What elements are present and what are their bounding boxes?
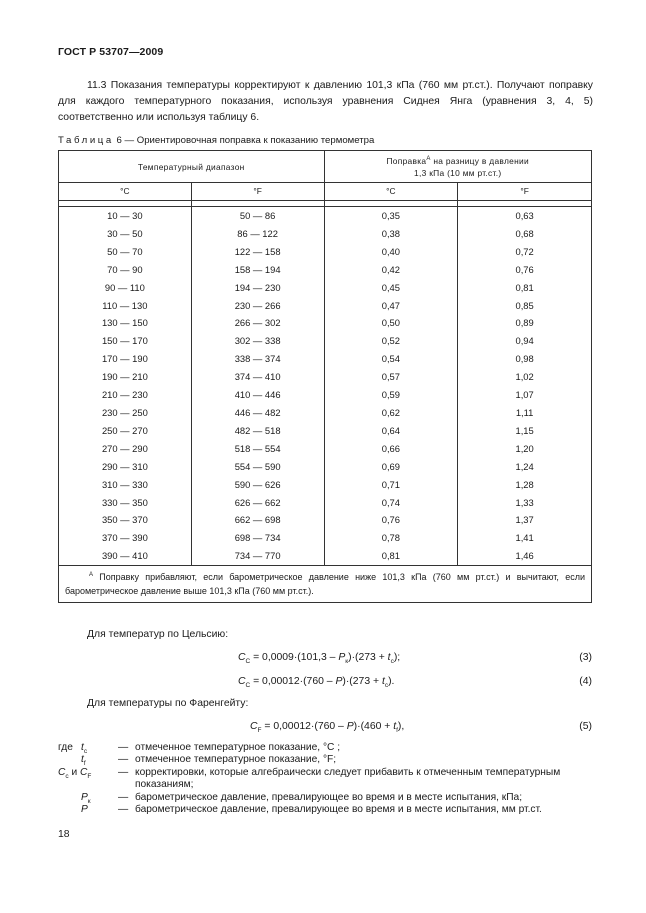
eq3-t: t bbox=[387, 652, 391, 663]
cell-cc: 0,45 bbox=[324, 279, 458, 297]
cell-cc: 0,62 bbox=[324, 404, 458, 422]
cell-c: 90 — 110 bbox=[59, 279, 192, 297]
cell-c: 70 — 90 bbox=[59, 261, 192, 279]
where-word: где bbox=[58, 742, 73, 753]
cell-cc: 0,40 bbox=[324, 243, 458, 261]
definition-pk bbox=[58, 792, 598, 804]
symbol-cc-letter: C bbox=[58, 766, 66, 778]
subheader-celsius-range: °С bbox=[59, 183, 192, 201]
document-header: ГОСТ Р 53707—2009 bbox=[58, 46, 164, 58]
cell-cc: 0,64 bbox=[324, 422, 458, 440]
cell-f: 734 — 770 bbox=[191, 547, 324, 565]
table-subheader-row bbox=[59, 183, 592, 201]
table-row bbox=[59, 261, 592, 279]
cell-cf: 1,02 bbox=[458, 368, 592, 386]
cell-f: 554 — 590 bbox=[191, 458, 324, 476]
cell-f: 266 — 302 bbox=[191, 314, 324, 332]
cell-cf: 1,11 bbox=[458, 404, 592, 422]
eq3-part-a: = 0,0009·(101,3 – bbox=[250, 652, 339, 663]
symbol-p bbox=[81, 804, 88, 816]
cell-cf: 1,41 bbox=[458, 529, 592, 547]
cell-c: 370 — 390 bbox=[59, 529, 192, 547]
cell-cf: 1,15 bbox=[458, 422, 592, 440]
cell-f: 194 — 230 bbox=[191, 279, 324, 297]
eq5-p: P bbox=[346, 721, 354, 732]
eq4-part-a: = 0,00012·(760 – bbox=[250, 676, 336, 687]
cell-c: 190 — 210 bbox=[59, 368, 192, 386]
cell-cf: 0,72 bbox=[458, 243, 592, 261]
table-row bbox=[59, 386, 592, 404]
header-correction-c: 1,3 кПа (10 мм рт.ст.) bbox=[414, 167, 502, 178]
cell-cf: 1,24 bbox=[458, 458, 592, 476]
cell-c: 150 — 170 bbox=[59, 332, 192, 350]
table-row bbox=[59, 511, 592, 529]
symbol-pk bbox=[81, 792, 91, 804]
cell-f: 50 — 86 bbox=[191, 207, 324, 225]
cell-c: 230 — 250 bbox=[59, 404, 192, 422]
cell-f: 626 — 662 bbox=[191, 494, 324, 512]
equation-3 bbox=[238, 652, 401, 666]
cell-cc: 0,57 bbox=[324, 368, 458, 386]
symbol-tf-sub: f bbox=[83, 760, 86, 768]
cell-cf: 0,63 bbox=[458, 207, 592, 225]
table-caption bbox=[58, 135, 374, 146]
symbol-pk-sub: к bbox=[87, 797, 91, 805]
correction-table bbox=[58, 150, 592, 603]
eq4-t: t bbox=[381, 676, 385, 687]
table-row bbox=[59, 314, 592, 332]
table-row bbox=[59, 297, 592, 315]
cell-cc: 0,50 bbox=[324, 314, 458, 332]
cell-f: 158 — 194 bbox=[191, 261, 324, 279]
table-row bbox=[59, 207, 592, 225]
eq3-p: P bbox=[338, 652, 346, 663]
table-row bbox=[59, 494, 592, 512]
table-row bbox=[59, 476, 592, 494]
symbol-and: и bbox=[68, 766, 80, 778]
table-row bbox=[59, 243, 592, 261]
cell-cc: 0,71 bbox=[324, 476, 458, 494]
cell-cc: 0,69 bbox=[324, 458, 458, 476]
eq5-lhs-sub: F bbox=[257, 727, 262, 735]
definition-p-text: барометрическое давление, превалирующее во время и в месте испытания, мм рт.ст. bbox=[135, 803, 542, 815]
cell-c: 390 — 410 bbox=[59, 547, 192, 565]
cell-f: 122 — 158 bbox=[191, 243, 324, 261]
symbol-p-letter: P bbox=[81, 803, 88, 815]
table-row bbox=[59, 332, 592, 350]
cell-cf: 1,28 bbox=[458, 476, 592, 494]
cell-cc: 0,74 bbox=[324, 494, 458, 512]
table-row bbox=[59, 279, 592, 297]
table-note-row bbox=[59, 566, 592, 603]
symbol-pk-letter: P bbox=[81, 791, 88, 803]
cell-c: 30 — 50 bbox=[59, 225, 192, 243]
note-mark: А bbox=[89, 572, 94, 579]
table-row bbox=[59, 368, 592, 386]
table-row bbox=[59, 458, 592, 476]
eq4-part-c: ). bbox=[388, 676, 395, 687]
cell-cf: 0,89 bbox=[458, 314, 592, 332]
equation-3-number: (3) bbox=[579, 652, 592, 663]
celsius-intro: Для температур по Цельсию: bbox=[87, 629, 229, 640]
cell-cc: 0,54 bbox=[324, 350, 458, 368]
cell-cc: 0,35 bbox=[324, 207, 458, 225]
cell-cf: 0,98 bbox=[458, 350, 592, 368]
definition-cc-cf bbox=[58, 767, 598, 779]
subheader-celsius-corr: °С bbox=[324, 183, 458, 201]
cell-cf: 0,81 bbox=[458, 279, 592, 297]
definition-tf-text: отмеченное температурное показание, °F; bbox=[135, 754, 337, 766]
cell-c: 290 — 310 bbox=[59, 458, 192, 476]
cell-c: 50 — 70 bbox=[59, 243, 192, 261]
cell-cc: 0,42 bbox=[324, 261, 458, 279]
header-correction-b: на разницу в давлении bbox=[433, 155, 530, 166]
eq4-p: P bbox=[335, 676, 343, 687]
cell-cf: 0,76 bbox=[458, 261, 592, 279]
page-number: 18 bbox=[58, 829, 70, 840]
cell-c: 170 — 190 bbox=[59, 350, 192, 368]
variable-definitions bbox=[58, 742, 598, 816]
cell-c: 350 — 370 bbox=[59, 511, 192, 529]
definition-pk-text: барометрическое давление, превалирующее во время и в месте испытания, кПа; bbox=[135, 791, 523, 803]
cell-c: 130 — 150 bbox=[59, 314, 192, 332]
symbol-tc bbox=[81, 742, 87, 754]
equation-4-number: (4) bbox=[579, 676, 592, 687]
symbol-tf-letter: t bbox=[81, 754, 84, 766]
equation-5-number: (5) bbox=[579, 721, 592, 732]
eq3-part-b: )·(273 + bbox=[348, 652, 388, 663]
cell-cc: 0,66 bbox=[324, 440, 458, 458]
cell-f: 590 — 626 bbox=[191, 476, 324, 494]
note-line-2: если барометрическое давление выше 101,3 кПа (760 мм рт.ст.). bbox=[65, 572, 585, 597]
symbol-cf-sub: F bbox=[87, 772, 92, 780]
eq3-p-sub: к bbox=[345, 658, 349, 666]
cell-cf: 1,33 bbox=[458, 494, 592, 512]
cell-c: 210 — 230 bbox=[59, 386, 192, 404]
cell-cf: 0,68 bbox=[458, 225, 592, 243]
eq4-lhs-sub: C bbox=[245, 682, 251, 690]
eq3-lhs: C bbox=[238, 652, 246, 663]
eq4-lhs: C bbox=[238, 676, 246, 687]
header-temperature-range: Температурный диапазон bbox=[59, 151, 325, 183]
symbol-cc-sub: c bbox=[65, 772, 69, 780]
cell-cf: 0,94 bbox=[458, 332, 592, 350]
definition-cc-text-2: показаниям; bbox=[135, 779, 194, 791]
cell-f: 374 — 410 bbox=[191, 368, 324, 386]
eq5-lhs: C bbox=[250, 721, 258, 732]
note-line-1: Поправку прибавляют, если барометрическое давление ниже 101,3 кПа (760 мм рт.ст.) и вычитают, bbox=[99, 572, 559, 583]
table-row bbox=[59, 529, 592, 547]
eq5-t: t bbox=[393, 721, 397, 732]
subheader-fahrenheit-corr: °F bbox=[458, 183, 592, 201]
dash: — bbox=[118, 742, 129, 753]
eq3-lhs-sub: C bbox=[245, 658, 251, 666]
cell-cf: 1,37 bbox=[458, 511, 592, 529]
symbol-cf-letter: C bbox=[79, 766, 88, 778]
cell-c: 250 — 270 bbox=[59, 422, 192, 440]
cell-cc: 0,81 bbox=[324, 547, 458, 565]
cell-f: 410 — 446 bbox=[191, 386, 324, 404]
eq5-t-sub: f bbox=[396, 727, 398, 735]
cell-c: 110 — 130 bbox=[59, 297, 192, 315]
symbol-cc-cf bbox=[58, 767, 91, 779]
table-note bbox=[59, 566, 592, 603]
dash: — bbox=[118, 803, 129, 815]
definition-tf bbox=[58, 754, 598, 766]
subheader-fahrenheit-range: °F bbox=[191, 183, 324, 201]
definition-cc-cf-cont bbox=[58, 779, 598, 791]
eq5-part-a: = 0,00012·(760 – bbox=[261, 721, 347, 732]
cell-c: 10 — 30 bbox=[59, 207, 192, 225]
definition-cc-text-1: корректировки, которые алгебраически следует прибавить к отмеченным температурным bbox=[135, 766, 561, 778]
header-correction bbox=[324, 151, 592, 183]
table-row bbox=[59, 225, 592, 243]
cell-cc: 0,52 bbox=[324, 332, 458, 350]
cell-cc: 0,47 bbox=[324, 297, 458, 315]
cell-c: 270 — 290 bbox=[59, 440, 192, 458]
cell-f: 338 — 374 bbox=[191, 350, 324, 368]
fahrenheit-intro: Для температуры по Фаренгейту: bbox=[87, 698, 249, 709]
table-caption-word: Таблица bbox=[58, 135, 114, 146]
paragraph-11-3: 11.3 Показания температуры корректируют к давлению 101,3 кПа (760 мм рт.ст.). Получают поправку для каждого температурного показания, используя уравнения Сиднея Янга (уравнения 3, 4, 5) соответственно или используя таблицу 6. bbox=[58, 80, 593, 123]
table-row bbox=[59, 350, 592, 368]
cell-f: 662 — 698 bbox=[191, 511, 324, 529]
eq3-part-c: ); bbox=[393, 652, 401, 663]
cell-cf: 1,46 bbox=[458, 547, 592, 565]
symbol-tf bbox=[81, 754, 86, 766]
eq5-part-b: )·(460 + bbox=[353, 721, 394, 732]
dash: — bbox=[118, 766, 129, 778]
cell-f: 302 — 338 bbox=[191, 332, 324, 350]
equation-4 bbox=[238, 676, 395, 690]
cell-f: 230 — 266 bbox=[191, 297, 324, 315]
cell-c: 330 — 350 bbox=[59, 494, 192, 512]
eq5-part-c: ), bbox=[397, 721, 405, 732]
footnote-mark-a: А bbox=[426, 155, 431, 162]
eq4-part-b: )·(273 + bbox=[342, 676, 382, 687]
cell-f: 482 — 518 bbox=[191, 422, 324, 440]
cell-f: 698 — 734 bbox=[191, 529, 324, 547]
eq3-t-sub: c bbox=[390, 658, 394, 666]
definition-tc-text: отмеченное температурное показание, °С ; bbox=[135, 742, 341, 753]
cell-f: 518 — 554 bbox=[191, 440, 324, 458]
cell-cf: 1,20 bbox=[458, 440, 592, 458]
cell-cc: 0,59 bbox=[324, 386, 458, 404]
cell-cf: 0,85 bbox=[458, 297, 592, 315]
table-row bbox=[59, 422, 592, 440]
dash: — bbox=[118, 754, 129, 766]
table-row bbox=[59, 404, 592, 422]
table-caption-text: 6 — Ориентировочная поправка к показанию термометра bbox=[116, 135, 375, 146]
cell-cc: 0,78 bbox=[324, 529, 458, 547]
definition-tc bbox=[58, 742, 598, 754]
definition-p bbox=[58, 804, 598, 816]
cell-cc: 0,76 bbox=[324, 511, 458, 529]
symbol-tc-sub: c bbox=[83, 748, 88, 756]
cell-cc: 0,38 bbox=[324, 225, 458, 243]
symbol-tc-letter: t bbox=[81, 742, 84, 753]
cell-f: 86 — 122 bbox=[191, 225, 324, 243]
dash: — bbox=[118, 791, 129, 803]
table-header-row bbox=[59, 151, 592, 183]
table-row bbox=[59, 547, 592, 565]
cell-cf: 1,07 bbox=[458, 386, 592, 404]
equation-5 bbox=[250, 721, 405, 735]
cell-c: 310 — 330 bbox=[59, 476, 192, 494]
cell-f: 446 — 482 bbox=[191, 404, 324, 422]
header-correction-a: Поправка bbox=[386, 155, 427, 166]
eq4-t-sub: c bbox=[384, 682, 389, 690]
table-row bbox=[59, 440, 592, 458]
